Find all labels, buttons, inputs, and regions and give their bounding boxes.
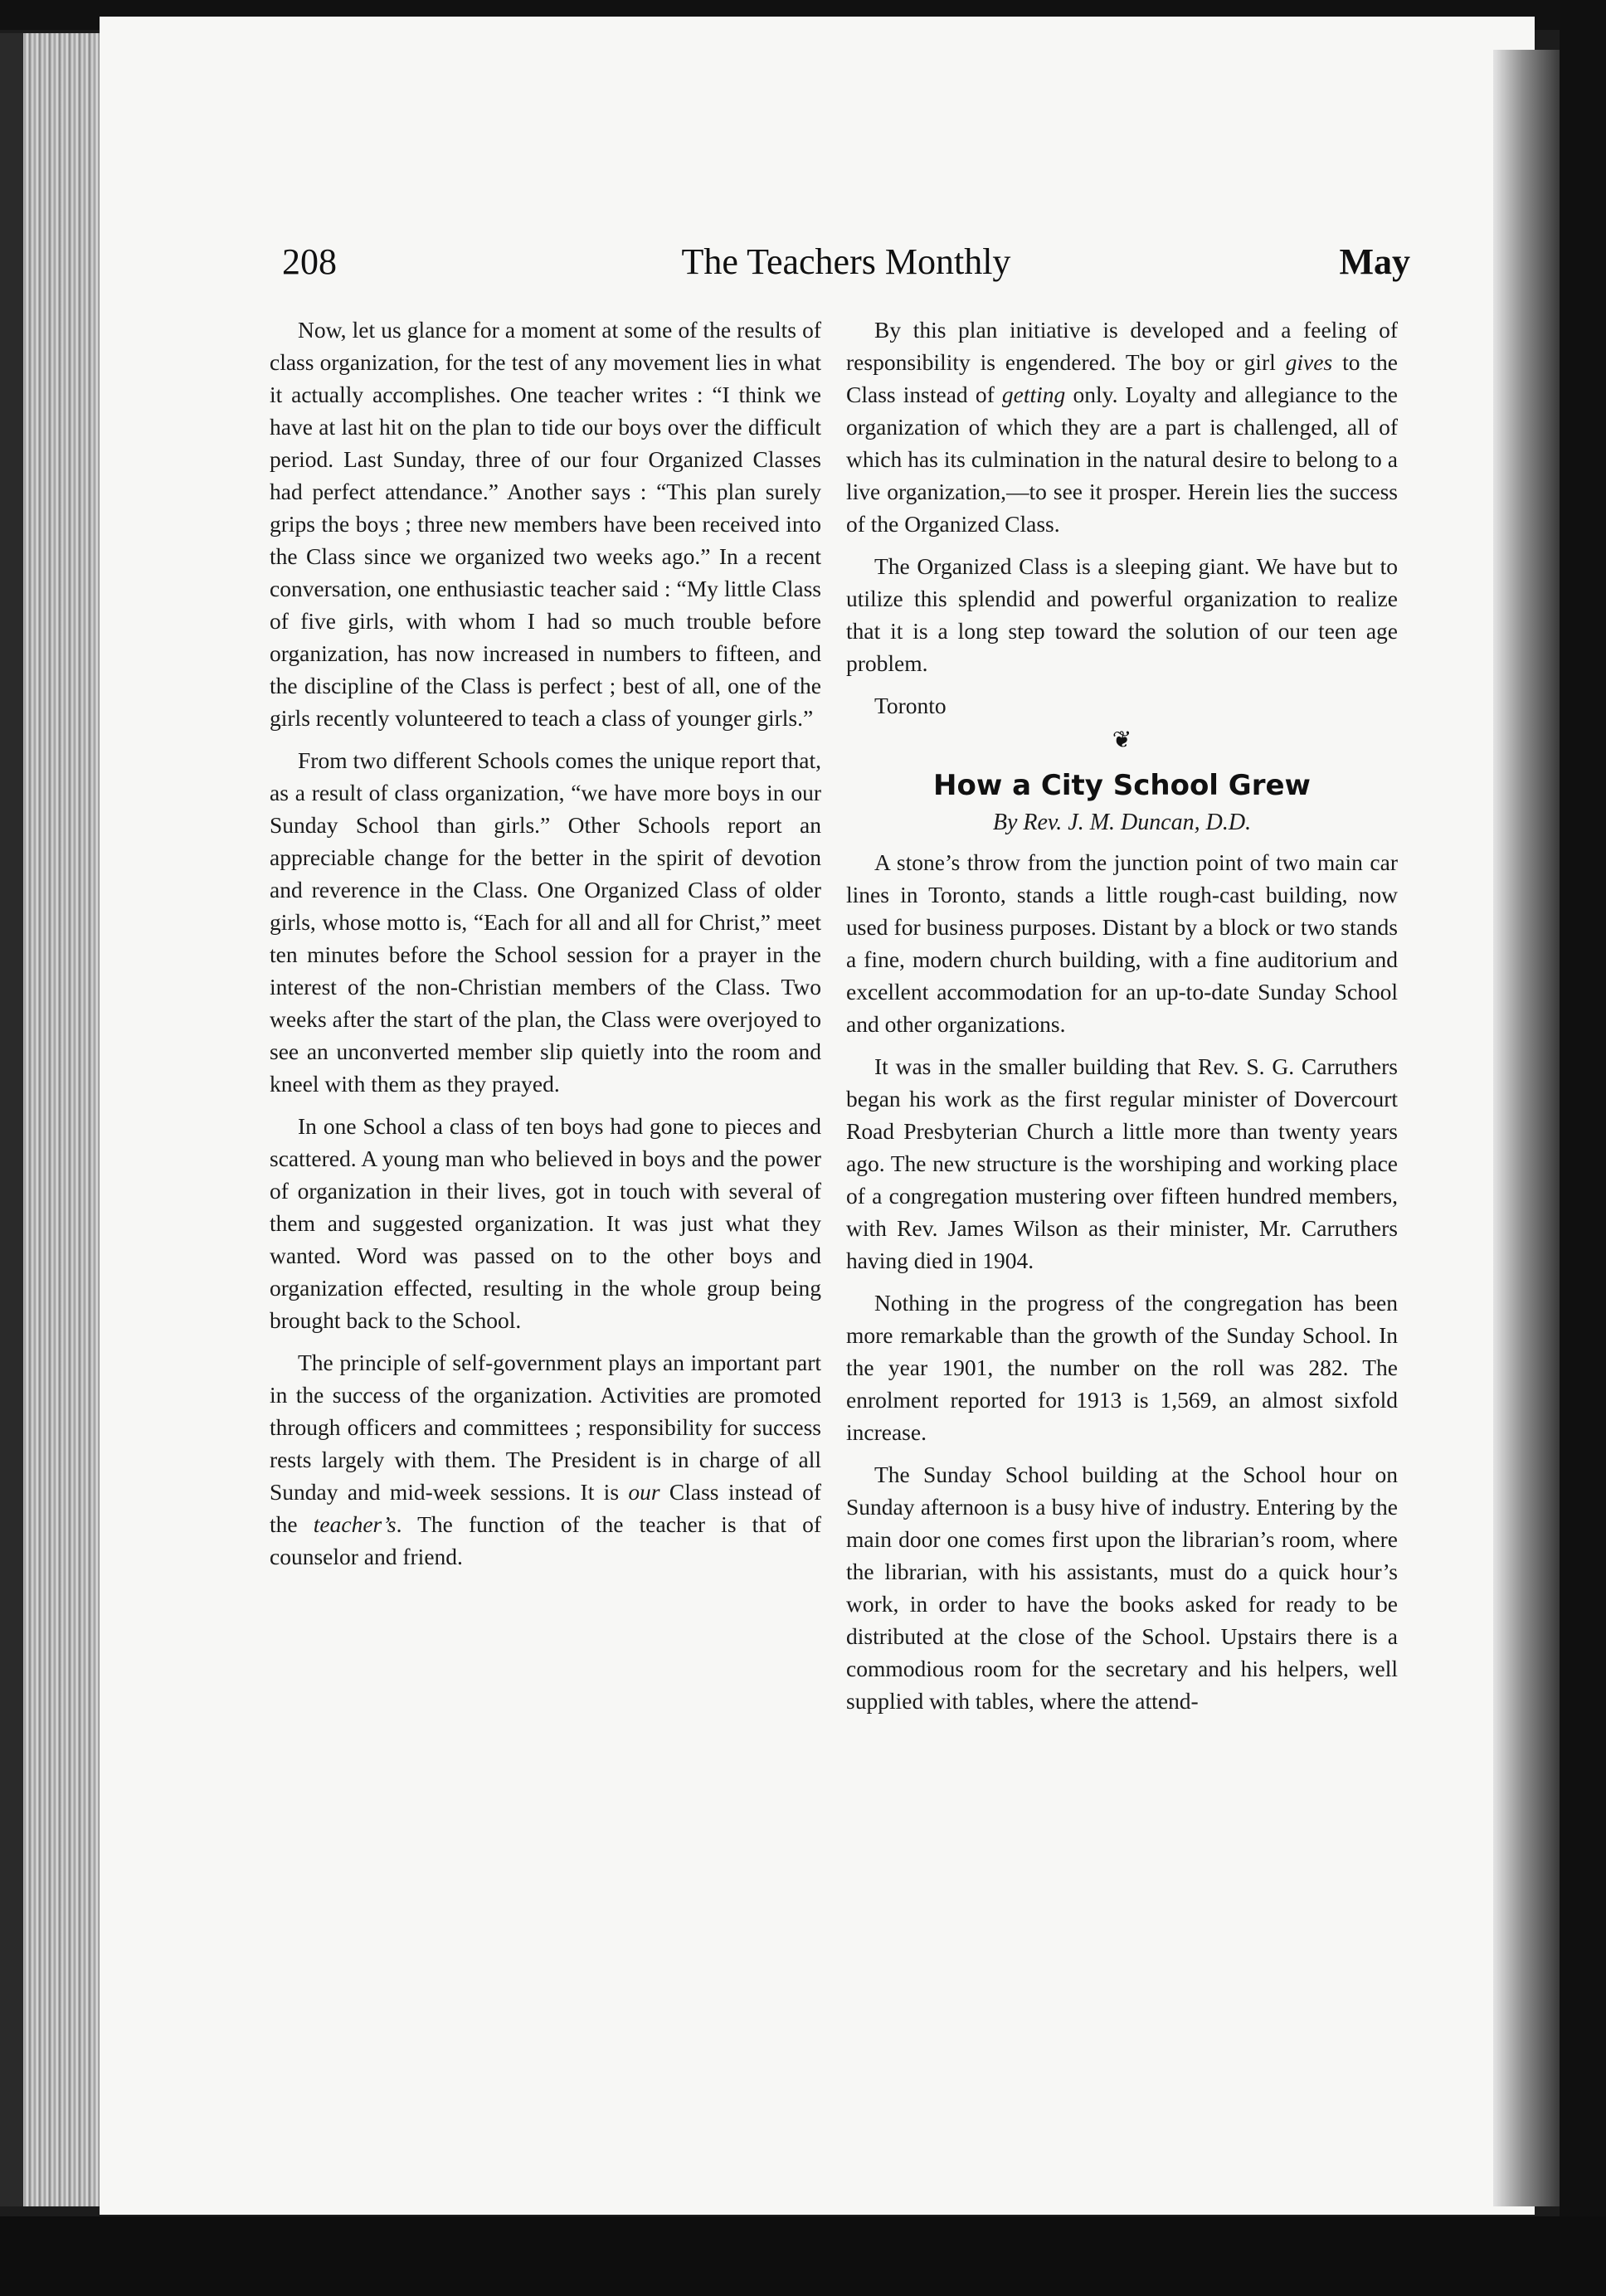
paragraph: It was in the smaller building that Rev. S. G. Carruthers began his work as the first regular minister of Dovercourt Road Presbyterian Church a little more than twenty years ago. The new structure is the worshiping and working place of a congregation mustering over fifteen hundred members, with Rev. James Wilson as their minister, Mr. Carruthers having died in 1904. [846, 1053, 1398, 1273]
emphasis: gives [1285, 349, 1333, 375]
paragraph: Nothing in the progress of the congregation has been more remarkable than the growth of the Sunday School. In the year 1901, the number on the roll was 282. The enrolment reported for 1913 is 1,569, an almost sixfold increase. [846, 1290, 1398, 1445]
paragraph: Now, let us glance for a moment at some of the results of class organization, for the test of any movement lies in what it actually accomplishes. One teacher writes : “I think we have at last hit on the plan to tide our boys over the difficult period. Last Sunday, three of our four Organized Classes had perfect attendance.” Another says : “This plan surely grips the boys ; three new members have been received into the Class since we organized two weeks ago.” In a recent conversation, one enthusiastic teacher said : “My little Class of five girls, with whom I had so much trouble before organization, has now increased in numbers to fifteen, and the discipline of the Class is perfect ; best of all, one of the girls recently volunteered to teach a class of younger girls.” [270, 317, 821, 731]
paragraph: The principle of self-government plays an important part in the success of the organization. Activities are promoted through officers and committees ; responsibility for success rests largely with them. The President is in charge of all Sunday and mid-week sessions. It is our Class instead of the teacher’s. The function of the teacher is that of counselor and friend. [270, 1350, 821, 1569]
right-column [846, 314, 1398, 1727]
place-signature: Toronto [874, 693, 947, 718]
page-curl-shadow [1493, 50, 1560, 2206]
running-header [282, 241, 1410, 299]
article-byline: By Rev. J. M. Duncan, D.D. [992, 810, 1252, 835]
page-number: 208 [282, 241, 337, 282]
paragraph: In one School a class of ten boys had gone to pieces and scattered. A young man who believed in boys and the power of organization in their lives, got in touch with several of them and suggested organization. It was just what they wanted. Word was passed on to the other boys and organization effected, resulting in the whole group being brought back to the School. [270, 1113, 821, 1333]
article-title: How a City School Grew [933, 769, 1311, 802]
book-binding [0, 33, 23, 2206]
left-column [270, 314, 821, 1583]
paragraph: The Organized Class is a sleeping giant. We have but to utilize this splendid and powerful organization to realize that it is a long step toward the solution of our teen age problem. [846, 553, 1398, 676]
scan-right-border [1560, 0, 1606, 2296]
running-title: The Teachers Monthly [681, 241, 1011, 282]
issue-month: May [1339, 241, 1410, 282]
emphasis: our [628, 1479, 660, 1505]
emphasis: teacher’s [313, 1511, 397, 1537]
paragraph: The Sunday School building at the School hour on Sunday afternoon is a busy hive of industry. Entering by the main door one comes first upon the librarian’s room, where the librarian, with his assistants, must do a quick hour’s work, in order to have the books asked for ready to be distributed at the close of the School. Upstairs there is a commodious room for the secretary and his helpers, well supplied with tables, where the attend- [846, 1462, 1398, 1714]
emphasis: getting [1001, 382, 1066, 407]
scan-bottom-border [0, 2216, 1606, 2296]
paragraph: A stone’s throw from the junction point of two main car lines in Toronto, stands a little rough-cast building, now used for business purposes. Distant by a block or two stands a fine, modern church building, with a fine auditorium and excellent accommodation for an up-to-date Sunday School and other organizations. [846, 849, 1398, 1037]
paragraph: By this plan initiative is developed and a feeling of responsibility is engendered. The boy or girl gives to the Class instead of getting only. Loyalty and allegiance to the organization of which they are a part is challenged, all of which has its culmination in the natural desire to belong to a live organization,—to see it prosper. Herein lies the success of the Organized Class. [846, 317, 1398, 537]
paragraph: From two different Schools comes the unique report that, as a result of class organization, “we have more boys in our Sunday School than girls.” Other Schools report an appreciable change for the better in the spirit of devotion and reverence in the Class. One Organized Class of older girls, whose motto is, “Each for all and all for Christ,” meet ten minutes before the School session for a prayer in the interest of the non-Christian members of the Class. Two weeks after the start of the plan, the Class were overjoyed to see an unconverted member slip quietly into the room and kneel with them as they prayed. [270, 747, 821, 1097]
section-ornament-icon: ❦ [1112, 727, 1132, 753]
